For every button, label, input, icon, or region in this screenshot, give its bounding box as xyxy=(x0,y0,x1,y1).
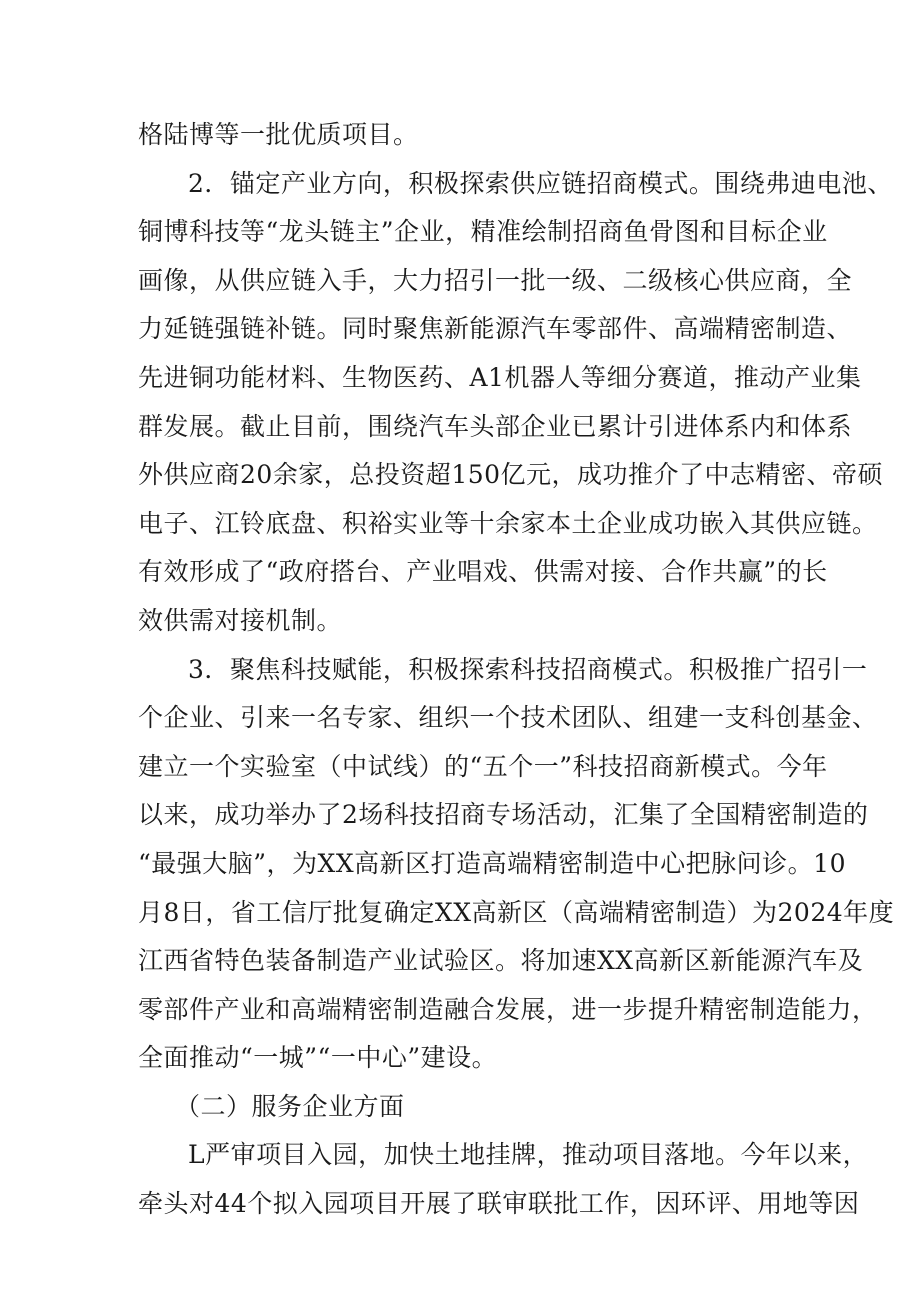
paragraph-line: 江西省特色装备制造产业试验区。将加速XX高新区新能源汽车及 xyxy=(138,946,864,976)
paragraph-line: 建立一个实验室（中试线）的“五个一”科技招商新模式。今年 xyxy=(138,751,828,781)
document-body xyxy=(138,111,895,1229)
paragraph-line: 零部件产业和高端精密制造融合发展，进一步提升精密制造能力， xyxy=(138,994,878,1024)
paragraph-line: 铜博科技等“龙头链主”企业，精准绘制招商鱼骨图和目标企业 xyxy=(138,217,828,247)
paragraph-line: 电子、江铃底盘、积裕实业等十余家本土企业成功嵌入其供应链。 xyxy=(138,508,878,538)
paragraph-line: 格陆博等一批优质项目。 xyxy=(138,120,419,149)
paragraph-line: 效供需对接机制。 xyxy=(138,605,343,635)
paragraph-line: 外供应商20余家，总投资超150亿元，成功推介了中志精密、帝硕 xyxy=(138,460,884,490)
paragraph-line: 全面推动“一城”“一中心”建设。 xyxy=(138,1043,498,1073)
paragraph-line: 以来，成功举办了2场科技招商专场活动，汇集了全国精密制造的 xyxy=(138,800,869,830)
paragraph-line: 牵头对44个拟入园项目开展了联审联批工作，因环评、用地等因 xyxy=(138,1189,860,1219)
paragraph-line: 有效形成了“政府搭台、产业唱戏、供需对接、合作共赢”的长 xyxy=(138,557,828,587)
paragraph-line: 个企业、引来一名专家、组织一个技术团队、组建一支科创基金、 xyxy=(138,703,878,733)
paragraph-line: 3．聚焦科技赋能，积极探索科技招商模式。积极推广招引一 xyxy=(188,654,868,684)
paragraph-line: L严审项目入园，加快土地挂牌，推动项目落地。今年以来， xyxy=(188,1140,869,1170)
paragraph-line: 画像，从供应链入手，大力招引一批一级、二级核心供应商，全 xyxy=(138,265,853,295)
paragraph-line: 2．锚定产业方向，积极探索供应链招商模式。围绕弗迪电池、 xyxy=(188,168,893,198)
paragraph-line: 力延链强链补链。同时聚焦新能源汽车零部件、高端精密制造、 xyxy=(138,314,853,344)
paragraph-line: 群发展。截止目前，围绕汽车头部企业已累计引进体系内和体系 xyxy=(138,411,853,441)
paragraph-line: 先进铜功能材料、生物医药、A1机器人等细分赛道，推动产业集 xyxy=(138,362,862,392)
paragraph-line: 月8日，省工信厅批复确定XX高新区（高端精密制造）为2024年度 xyxy=(138,897,895,927)
section-heading: （二）服务企业方面 xyxy=(175,1091,405,1121)
paragraph-line: “最强大脑”，为XX高新区打造高端精密制造中心把脉问诊。10 xyxy=(138,848,846,878)
